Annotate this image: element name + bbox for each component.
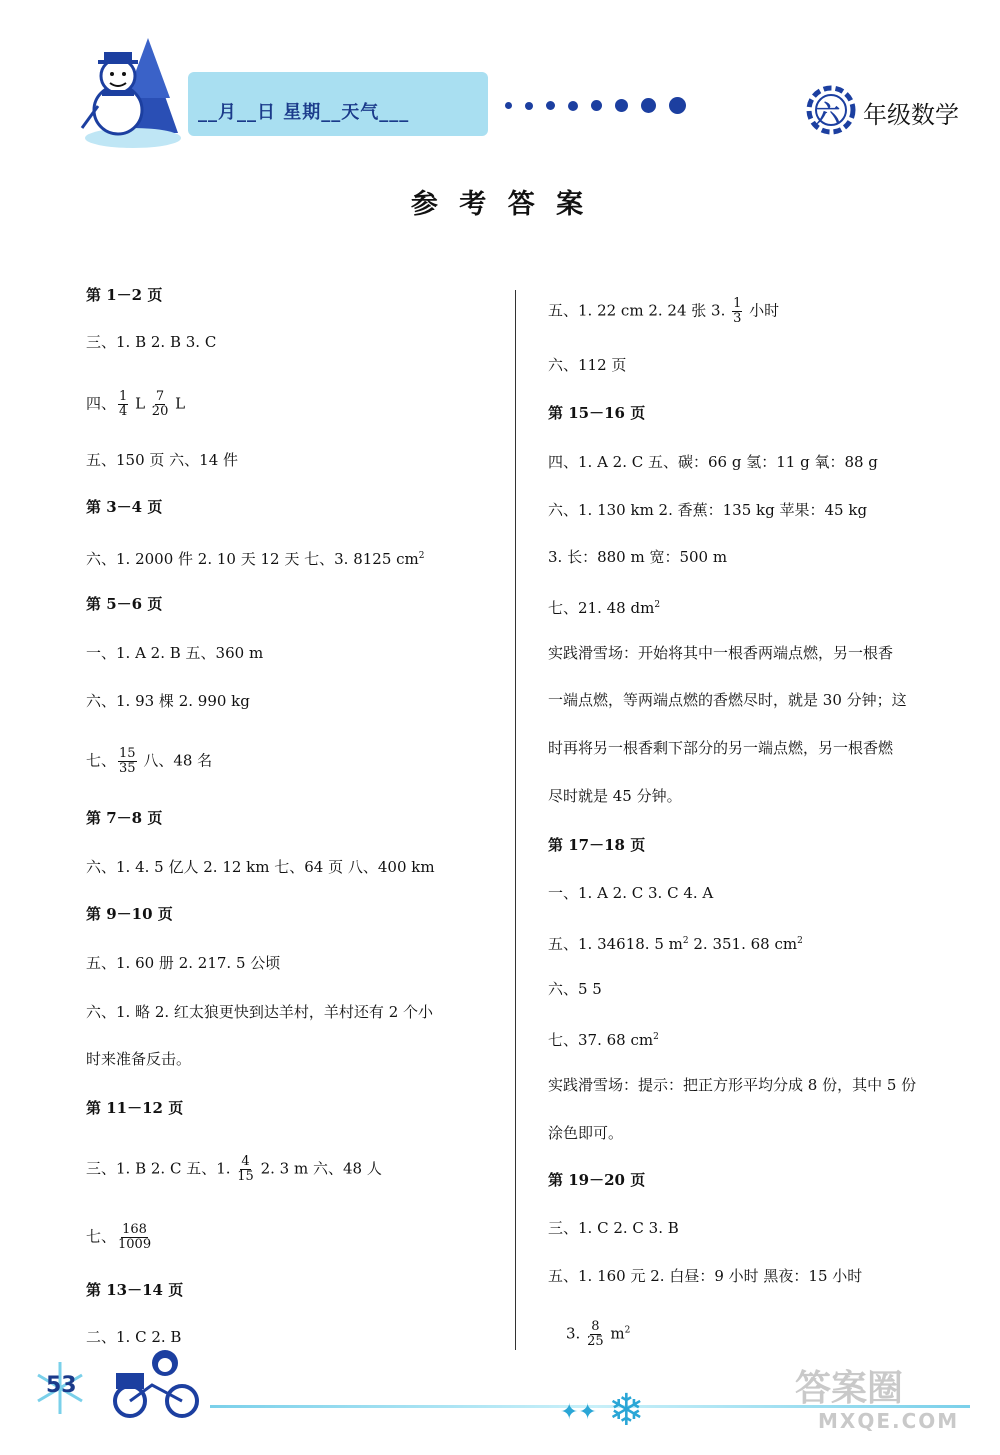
fraction <box>587 1320 604 1349</box>
fraction-denominator: 15 <box>237 1169 254 1184</box>
answer-line: 五、1. 60 册 2. 217. 5 公顷 <box>86 954 281 972</box>
section-heading: 第 11－12 页 <box>86 1099 184 1117</box>
answer-text: 五、1. 34618. 5 m <box>548 935 683 953</box>
answer-paragraph-line: 涂色即可。 <box>548 1124 624 1142</box>
fraction <box>237 1155 254 1184</box>
snowflake-icon <box>568 101 578 111</box>
watermark-logo: 答案圈 <box>795 1368 904 1409</box>
superscript: 2 <box>624 1325 631 1336</box>
answer-line: 二、1. C 2. B <box>86 1328 182 1346</box>
answer-line: 五、1. 160 元 2. 白昼：9 小时 黑夜：15 小时 <box>548 1267 863 1285</box>
answer-line <box>86 546 425 569</box>
answer-text: 2. 351. 68 cm <box>688 935 798 953</box>
snowflake-icon <box>669 97 686 114</box>
answer-line: 六、1. 略 2. 红太狼更快到达羊村，羊村还有 2 个小 <box>86 1003 434 1021</box>
fraction <box>118 390 128 419</box>
answer-text: 八、48 名 <box>138 751 213 770</box>
fraction-denominator: 25 <box>587 1334 604 1349</box>
answer-text: 四、 <box>86 394 117 413</box>
snowflake-icon <box>505 102 512 109</box>
fraction-numerator: 8 <box>591 1319 600 1334</box>
section-heading: 第 3－4 页 <box>86 498 163 516</box>
superscript: 2 <box>797 936 803 946</box>
section-heading: 第 15－16 页 <box>548 404 646 422</box>
fraction <box>152 390 169 419</box>
answer-paragraph-line: 实践滑雪场：开始将其中一根香两端点燃，另一根香 <box>548 644 894 662</box>
grade-subject-label: 年级数学 <box>863 101 959 129</box>
section-heading: 第 19－20 页 <box>548 1171 646 1189</box>
fraction-denominator: 3 <box>733 311 742 326</box>
fraction-numerator: 15 <box>119 746 136 761</box>
fraction-denominator: 4 <box>119 404 128 419</box>
answer-line: 时来准备反击。 <box>86 1050 192 1068</box>
answer-line: 六、5 5 <box>548 980 602 998</box>
fraction <box>732 297 742 326</box>
answer-text: 3. <box>566 1324 586 1343</box>
answer-line: 一、1. A 2. C 3. C 4. A <box>548 884 714 902</box>
superscript: 2 <box>653 1032 659 1042</box>
answer-text: L <box>170 394 186 413</box>
answer-line <box>548 1027 659 1050</box>
answer-line: 三、1. C 2. C 3. B <box>548 1219 679 1237</box>
snowflake-icon: ❄ <box>608 1385 645 1436</box>
answer-paragraph-line: 一端点燃，等两端点燃的香燃尽时，就是 30 分钟；这 <box>548 691 907 709</box>
cyclist-illustration <box>110 1345 205 1420</box>
snowman-illustration <box>78 38 188 150</box>
answer-line <box>86 390 185 419</box>
answer-text: 七、 <box>86 1227 117 1246</box>
answer-text: 五、1. 22 cm 2. 24 张 3. <box>548 301 731 320</box>
snowflake-icon <box>546 101 555 110</box>
fraction <box>118 747 137 776</box>
column-divider <box>515 290 516 1350</box>
section-heading: 第 5－6 页 <box>86 595 163 613</box>
page-title: 参 考 答 案 <box>410 189 590 220</box>
sparkle-icon: ✦✦ <box>560 1400 597 1425</box>
answer-line: 六、1. 93 棵 2. 990 kg <box>86 692 250 710</box>
answer-text: m <box>605 1324 625 1343</box>
answer-line: 四、1. A 2. C 五、碳：66 g 氢：11 g 氧：88 g <box>548 453 878 471</box>
section-heading: 第 7－8 页 <box>86 809 163 827</box>
snowflake-icon <box>525 102 533 110</box>
superscript: 2 <box>682 936 689 946</box>
answer-line <box>86 1155 382 1184</box>
fraction-numerator: 168 <box>122 1222 147 1237</box>
page-number: 53 <box>46 1373 77 1398</box>
answer-line: 六、1. 130 km 2. 香蕉：135 kg 苹果：45 kg <box>548 501 868 519</box>
answer-line <box>566 1320 630 1349</box>
fraction-denominator: 1009 <box>118 1237 152 1252</box>
date-weather-line: __月__日 星期__天气___ <box>198 102 410 123</box>
snowflake-icon <box>641 98 656 113</box>
grade-char: 六 <box>816 100 840 128</box>
answer-line: 三、1. B 2. B 3. C <box>86 333 217 351</box>
answer-line <box>86 747 212 776</box>
fraction-numerator: 7 <box>155 389 165 404</box>
answer-line <box>548 595 660 618</box>
answer-text: 小时 <box>744 301 780 320</box>
fraction <box>118 1223 151 1252</box>
answer-text: 2. 3 m 六、48 人 <box>255 1159 382 1178</box>
fraction-numerator: 1 <box>119 389 128 404</box>
section-heading: 第 9－10 页 <box>86 905 173 923</box>
answer-paragraph-line: 尽时就是 45 分钟。 <box>548 787 682 805</box>
fraction-numerator: 1 <box>733 296 742 311</box>
answer-text: 六、1. 2000 件 2. 10 天 12 天 七、3. 8125 cm <box>86 550 419 568</box>
fraction-denominator: 35 <box>119 761 136 776</box>
answer-line: 3. 长：880 m 宽：500 m <box>548 548 728 566</box>
answer-paragraph-line: 时再将另一根香剩下部分的另一端点燃，另一根香燃 <box>548 739 894 757</box>
section-heading: 第 13－14 页 <box>86 1281 184 1299</box>
watermark-url: MXQE.COM <box>818 1409 960 1433</box>
answer-text: 七、37. 68 cm <box>548 1031 654 1049</box>
answer-line: 六、1. 4. 5 亿人 2. 12 km 七、64 页 八、400 km <box>86 858 435 876</box>
answer-line <box>86 1223 153 1252</box>
section-heading: 第 17－18 页 <box>548 836 646 854</box>
superscript: 2 <box>418 551 425 561</box>
answer-line <box>548 297 779 326</box>
answer-line: 六、112 页 <box>548 356 627 374</box>
answer-text: 七、21. 48 dm <box>548 599 655 617</box>
section-heading: 第 1－2 页 <box>86 286 163 304</box>
superscript: 2 <box>654 600 661 610</box>
answer-line: 一、1. A 2. B 五、360 m <box>86 644 264 662</box>
snowflake-dots <box>505 97 686 114</box>
snowflake-icon <box>615 99 628 112</box>
fraction-denominator: 20 <box>151 404 169 419</box>
answer-paragraph-line: 实践滑雪场：提示：把正方形平均分成 8 份，其中 5 份 <box>548 1076 917 1094</box>
snowflake-icon <box>591 100 602 111</box>
fraction-numerator: 4 <box>241 1154 250 1169</box>
answer-text: 三、1. B 2. C 五、1. <box>86 1159 236 1178</box>
answer-text: L <box>130 394 150 413</box>
answer-text: 七、 <box>86 751 117 770</box>
answer-line <box>548 931 803 954</box>
answer-line: 五、150 页 六、14 件 <box>86 451 239 469</box>
